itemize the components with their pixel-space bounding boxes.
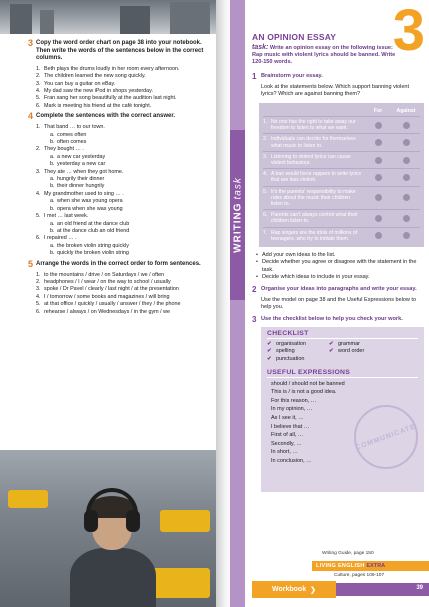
- expression-item: In conclusion, …: [271, 458, 312, 465]
- list-item: 5. Fran sang her song beautifully at the audition last night.: [36, 95, 177, 102]
- tab-label-italic: task: [232, 177, 243, 200]
- list-item: 3. spoke / Dr Pavel / clearly / last night / at the presentation: [36, 286, 179, 293]
- against-radio[interactable]: [403, 157, 410, 164]
- step-number: 2: [252, 284, 257, 294]
- check-icon: ✔: [329, 341, 334, 348]
- exercise-instruction: Complete the sentences with the correct answer.: [36, 113, 176, 120]
- list-item: • Add your own ideas to the list.: [256, 252, 336, 259]
- taxi-shape: [160, 510, 210, 532]
- check-icon: ✔: [329, 348, 334, 355]
- step-title: Brainstorm your essay.: [261, 72, 323, 79]
- exercise-4-items: [28, 124, 214, 257]
- against-radio[interactable]: [403, 122, 410, 129]
- list-item: 3. They ate … when they got home.: [36, 168, 124, 175]
- for-radio[interactable]: [375, 232, 382, 239]
- expression-item: Secondly, …: [271, 440, 302, 447]
- list-item: 4. My grandmother used to sing … .: [36, 190, 124, 197]
- left-exercises: [28, 40, 214, 319]
- person-body-shape: [70, 548, 156, 607]
- table-row: 7. Rap singers are the idols of millions of teenagers, who try to imitate them.: [263, 227, 420, 244]
- building-shape: [10, 4, 32, 34]
- expression-item: As I see it, …: [271, 415, 304, 422]
- list-item: 2. headphones / I / wear / on the way to school / usually: [36, 278, 171, 285]
- taxi-shape: [8, 490, 48, 508]
- exercise-4-heading: [28, 113, 214, 121]
- list-item: 6. rehearse / always / on Wednesdays / in the gym / we: [36, 308, 171, 315]
- list-item: 4. My dad saw the new iPod in shops yesterday.: [36, 88, 153, 94]
- list-item: 2. They bought … .: [36, 146, 84, 153]
- for-column-header: For: [373, 107, 383, 114]
- exercise-number: 4: [28, 111, 34, 122]
- workbook-label: Workbook: [272, 586, 307, 593]
- checklist-item[interactable]: ✔ organisation: [267, 341, 306, 348]
- list-item: 5. at that office / quickly / usually / answer / they / the phone: [36, 301, 181, 308]
- against-radio[interactable]: [403, 232, 410, 239]
- task-description: [252, 44, 426, 67]
- option-b[interactable]: b. often comes: [50, 139, 87, 146]
- list-item: 4. I / tomorrow / some books and magazines / will bring: [36, 293, 170, 300]
- list-item: 1. That band … to our town.: [36, 124, 105, 131]
- table-row: 3. Listening to violent lyrics can cause violent behaviour.: [263, 151, 420, 168]
- page-title: AN OPINION ESSAY: [252, 32, 337, 42]
- exercise-3-heading: [28, 40, 214, 63]
- for-radio[interactable]: [375, 194, 382, 201]
- list-item: 3. You can buy a guitar on eBay.: [36, 80, 116, 87]
- option-a[interactable]: a. a new car yesterday: [50, 153, 106, 160]
- option-a[interactable]: a. hungrily their dinner: [50, 176, 105, 183]
- side-band: [230, 0, 245, 607]
- option-b[interactable]: b. quickly the broken violin string: [50, 250, 129, 257]
- step-1-heading: [252, 73, 426, 81]
- exercise-number: 5: [28, 258, 34, 269]
- option-b[interactable]: b. their dinner hungrily: [50, 183, 105, 190]
- exercise-5-heading: [28, 258, 214, 269]
- step-2-heading: [252, 286, 426, 294]
- city-photo-bottom: [0, 450, 216, 607]
- unit-number: 3: [392, 0, 425, 63]
- page-number: 39: [416, 585, 423, 591]
- expression-item: This is / is not a good idea.: [271, 389, 337, 396]
- table-row: 2. Individuals can decide for themselves what music to listen to.: [263, 133, 420, 150]
- taxi-shape: [150, 568, 210, 598]
- option-a[interactable]: a. when she was young opera: [50, 198, 123, 205]
- against-radio[interactable]: [403, 174, 410, 181]
- option-a[interactable]: a. comes often: [50, 131, 87, 138]
- option-b[interactable]: b. yesterday a new car: [50, 161, 106, 168]
- checklist-item[interactable]: ✔ grammar: [329, 341, 361, 348]
- building-shape: [170, 2, 210, 34]
- list-item: • Decide which ideas to include in your essay.: [256, 274, 370, 281]
- living-english-banner: [312, 561, 429, 571]
- step-number: 1: [252, 71, 257, 81]
- checklist-items: [267, 341, 418, 363]
- checklist-box: [261, 327, 424, 492]
- for-radio[interactable]: [375, 122, 382, 129]
- expression-item: For this reason, …: [271, 397, 317, 404]
- task-text: Write an opinion essay on the following issue: Rap music with violent lyrics should be banned. Write 120-150 words.: [252, 45, 396, 66]
- list-item: 2. The children learned the new song quickly.: [36, 73, 146, 80]
- for-radio[interactable]: [375, 215, 382, 222]
- expression-item: First of all, …: [271, 432, 304, 439]
- chevron-right-icon: ❯: [310, 586, 316, 594]
- extra-label: EXTRA: [366, 563, 386, 569]
- building-shape: [120, 6, 150, 34]
- expression-item: should / should not be banned: [271, 380, 345, 387]
- list-item: 6. Mark is meeting his friend at the café tonight.: [36, 102, 152, 109]
- checklist-title: CHECKLIST: [267, 330, 418, 339]
- against-column-header: Against: [396, 107, 416, 114]
- expression-item: In my opinion, …: [271, 406, 313, 413]
- right-page: [230, 0, 429, 607]
- for-radio[interactable]: [375, 174, 382, 181]
- list-item: 6. I repaired … .: [36, 235, 77, 242]
- list-item: 1. to the mountains / drive / on Saturdays / we / often: [36, 271, 165, 278]
- task-word: task:: [252, 44, 269, 51]
- check-icon: ✔: [267, 355, 272, 362]
- headphone-cup-icon: [126, 510, 140, 532]
- list-item: • Decide whether you agree or disagree with the statement in the task.: [256, 259, 417, 273]
- table-row: 4. A ban would force rappers to write lyrics that are less violent.: [263, 168, 420, 185]
- table-row: 5. It's the parents' responsibility to make rules about the music their children listen to.: [263, 186, 420, 210]
- statements-table: [259, 103, 424, 247]
- check-icon: ✔: [267, 348, 272, 355]
- for-radio[interactable]: [375, 139, 382, 146]
- expression-item: I believe that …: [271, 423, 310, 430]
- city-photo-top: [0, 0, 216, 34]
- option-a[interactable]: a. the broken violin string quickly: [50, 242, 129, 249]
- exercise-3-items: [28, 66, 214, 110]
- exercise-5-items: [28, 272, 214, 316]
- writing-task-tab: [230, 130, 245, 300]
- workbook-button[interactable]: [252, 581, 336, 598]
- table-row: 6. Parents can't always control what their children listen to.: [263, 209, 420, 226]
- step-title: Organise your ideas into paragraphs and write your essay.: [261, 285, 417, 292]
- step-3-heading: [252, 316, 426, 324]
- step-1-text: Look at the statements below. Which support banning violent lyrics? Which are against banning them?: [261, 83, 409, 97]
- stamp-text: COMMUNICATE: [354, 422, 418, 452]
- writing-task-content: [252, 32, 426, 492]
- exercise-instruction: Arrange the words in the correct order to form sentences.: [36, 260, 201, 267]
- step-2-text: Use the model on page 38 and the Useful Expressions below to help you.: [261, 296, 417, 310]
- checklist-item[interactable]: ✔ punctuation: [267, 355, 305, 362]
- step-number: 3: [252, 315, 257, 325]
- headphone-cup-icon: [84, 510, 98, 532]
- check-icon: ✔: [267, 341, 272, 348]
- checklist-item[interactable]: ✔ word order: [329, 348, 365, 355]
- table-header: [263, 105, 420, 116]
- brainstorm-bullets: [252, 252, 426, 282]
- living-english-label: LIVING ENGLISH: [316, 563, 365, 569]
- against-radio[interactable]: [403, 215, 410, 222]
- useful-expressions-title: USEFUL EXPRESSIONS: [267, 369, 418, 378]
- useful-expressions-list: [267, 380, 418, 466]
- footer-band: [336, 583, 429, 596]
- culture-reference: Culture, pages 106-107: [334, 573, 385, 578]
- option-a[interactable]: a. an old friend at the dance club: [50, 220, 130, 227]
- option-b[interactable]: b. at the dance club an old friend: [50, 227, 130, 234]
- expression-item: In short, …: [271, 449, 298, 456]
- exercise-instruction: Copy the word order chart on page 38 into your notebook. Then write the words of the sentences below in the correct columns.: [36, 40, 204, 62]
- exercise-number: 3: [28, 38, 34, 48]
- writing-guide-reference: Writing Guide, page 150: [322, 551, 374, 556]
- list-item: 1. Beth plays the drums loudly in her room every afternoon.: [36, 65, 180, 72]
- table-row: 1. No one has the right to take away our freedom to listen to what we want.: [263, 116, 420, 133]
- checklist-item[interactable]: ✔ spelling: [267, 348, 295, 355]
- building-shape: [40, 10, 54, 34]
- against-radio[interactable]: [403, 194, 410, 201]
- for-radio[interactable]: [375, 157, 382, 164]
- list-item: 5. I met … last week.: [36, 213, 89, 220]
- step-title: Use the checklist below to help you check your work.: [261, 316, 403, 323]
- option-b[interactable]: b. opera when she was young: [50, 205, 123, 212]
- against-radio[interactable]: [403, 139, 410, 146]
- tab-label: WRITING: [232, 202, 243, 253]
